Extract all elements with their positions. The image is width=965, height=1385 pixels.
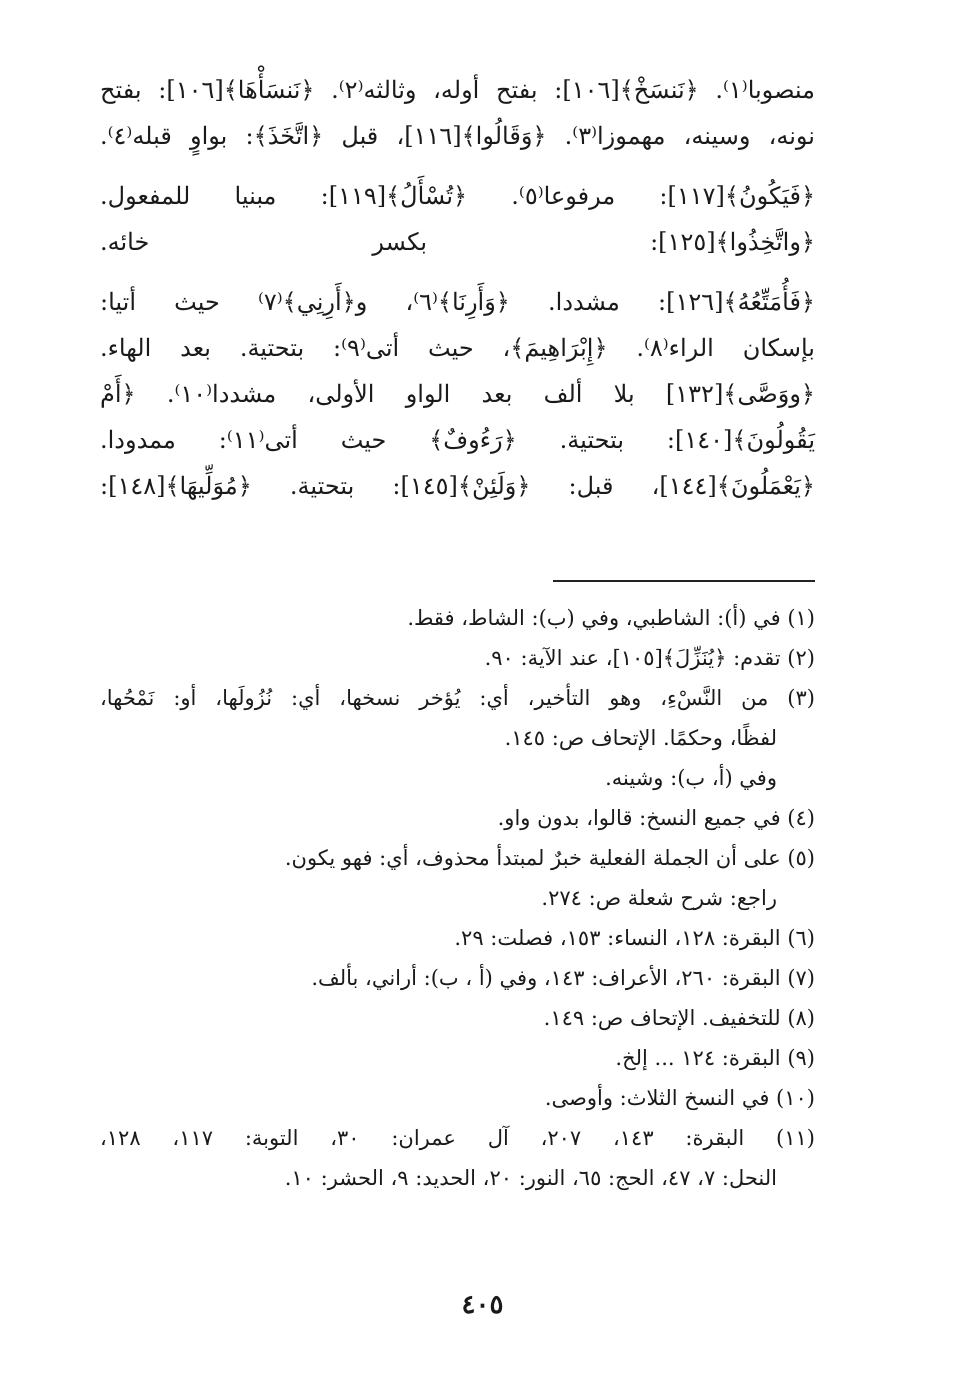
- footnote-8: (٨) للتخفيف. الإتحاف ص: ١٤٩.: [543, 1006, 815, 1030]
- footnote-10: (١٠) في النسخ الثلاث: وأوصى.: [544, 1086, 815, 1110]
- text-line: ﴿ووَصَّى﴾[١٣٢] بلا ألف بعد الواو الأولى، مشددا⁽١٠⁾. ﴿أَمْ: [100, 380, 815, 408]
- text-line: نونه، وسينه، مهموزا⁽٣⁾. ﴿وَقَالُوا﴾[١١٦]، قبل ﴿اتَّخَذَ﴾: بواوٍ قبله⁽٤⁾.: [100, 122, 815, 150]
- text-line: بإسكان الراء⁽٨⁾. ﴿إِبْرَاهِيمَ﴾، حيث أتى⁽٩⁾: بتحتية. بعد الهاء.: [100, 334, 815, 362]
- footnote-6: (٦) البقرة: ١٢٨، النساء: ١٥٣، فصلت: ٢٩.: [454, 926, 815, 950]
- footnote-3-remark: وفي (أ، ب): وشينه.: [605, 766, 777, 790]
- footnote-11-continued: النحل: ٧، ٤٧، الحج: ٦٥، النور: ٢٠، الحديد: ٩، الحشر: ١٠.: [284, 1166, 777, 1190]
- footnotes: [100, 598, 815, 1198]
- footnote-1: (١) في (أ): الشاطبي، وفي (ب): الشاط، فقط.: [407, 606, 815, 630]
- footnote-4: (٤) في جميع النسخ: قالوا، بدون واو.: [497, 806, 815, 830]
- footnote-3-continued: لفظًا، وحكمًا. الإتحاف ص: ١٤٥.: [504, 726, 777, 750]
- footnote-7: (٧) البقرة: ٢٦٠، الأعراف: ١٤٣، وفي (أ ، ب): أراني، بألف.: [311, 966, 815, 990]
- main-text: [100, 68, 815, 510]
- text-line: يَقُولُونَ﴾[١٤٠]: بتحتية. ﴿رَءُوفٌ﴾ حيث أتى⁽١١⁾: ممدودا.: [100, 426, 815, 454]
- footnote-separator: [553, 580, 815, 582]
- text-line: ﴿فَيَكُونُ﴾[١١٧]: مرفوعا⁽٥⁾. ﴿تُسْأَلُ﴾[١١٩]: مبنيا للمفعول.: [100, 182, 816, 210]
- footnote-5: (٥) على أن الجملة الفعلية خبرٌ لمبتدأ محذوف، أي: فهو يكون.: [284, 846, 815, 870]
- text-line: ﴿يَعْمَلُونَ﴾[١٤٤]، قبل: ﴿وَلَئِنْ﴾[١٤٥]: بتحتية. ﴿مُوَلِّيهَا﴾[١٤٨]:: [100, 472, 815, 500]
- footnote-11: (١١) البقرة: ١٤٣، ٢٠٧، آل عمران: ٣٠، التوبة: ١١٧، ١٢٨،: [100, 1126, 815, 1150]
- text-line: منصوبا⁽١⁾. ﴿نَنسَخْ﴾[١٠٦]: بفتح أوله، وثالثه⁽٢⁾. ﴿نَنسَأْهَا﴾[١٠٦]: بفتح: [100, 76, 815, 104]
- page-number: ٤٠٥: [461, 1290, 504, 1320]
- footnote-3: (٣) من النَّسْءِ، وهو التأخير، أي: يُؤخر نسخها، أي: نُزُولَها، أو: نَمْحُها،: [100, 686, 815, 710]
- footnote-2: (٢) تقدم: ﴿يُنَزِّلَ﴾[١٠٥]، عند الآية: ٩٠.: [484, 646, 815, 670]
- footnote-5-reference: راجع: شرح شعلة ص: ٢٧٤.: [541, 886, 777, 910]
- text-line: ﴿واتَّخِذُوا﴾[١٢٥]: بكسر خائه.: [100, 228, 815, 256]
- footnote-9: (٩) البقرة: ١٢٤ ... إلخ.: [615, 1046, 815, 1070]
- text-line: ﴿فَأُمَتِّعُهُ﴾[١٢٦]: مشددا. ﴿وَأَرِنَا﴾⁽٦⁾، و﴿أَرِنِي﴾⁽٧⁾ حيث أتيا:: [100, 288, 815, 316]
